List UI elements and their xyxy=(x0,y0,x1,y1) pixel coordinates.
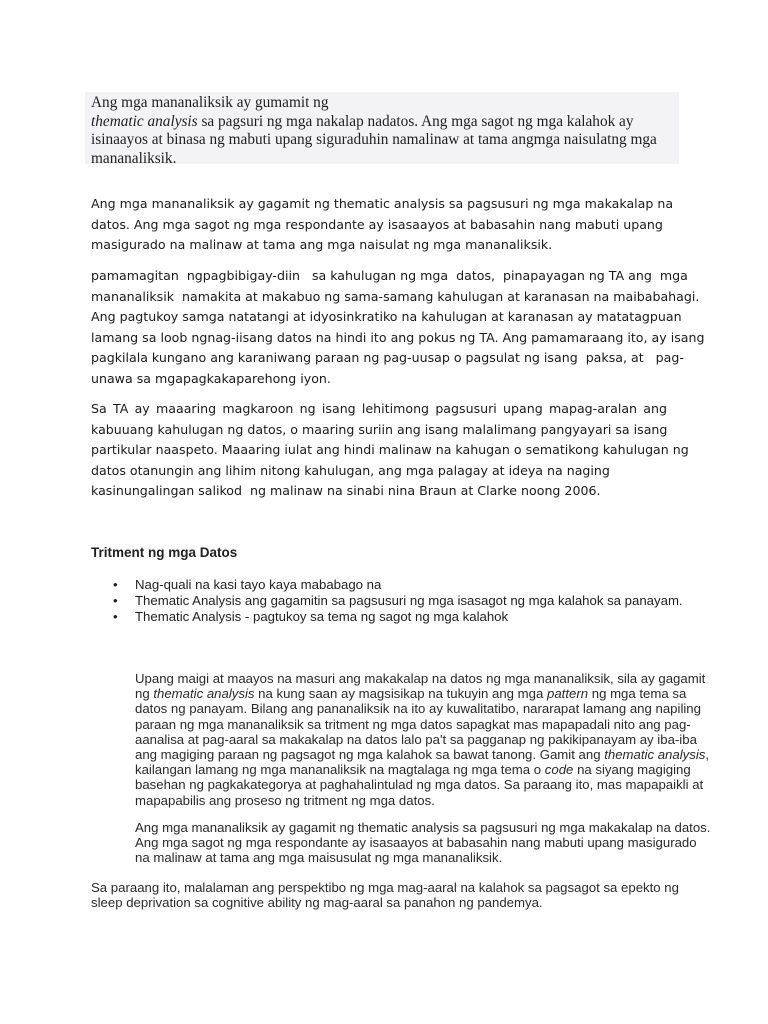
text-line: Sa TA ay maaaring magkaroon ng isang lehitimong pagsusuri upang mapag-aralan ang xyxy=(91,401,667,416)
text-line: datos. Ang mga sagot ng mga respondante ay isasaayos at babasahin nang mabuti upang xyxy=(91,216,663,232)
paragraph-4 xyxy=(135,671,709,808)
italic-term: pattern xyxy=(547,686,589,702)
text-line: pagkilala kungano ang karaniwang paraan ng pag-uusap o pagsulat ng isang paksa, at pag- xyxy=(91,350,684,366)
bullet-list xyxy=(113,577,683,625)
paragraph-2 xyxy=(91,266,704,390)
quote-line: Ang mga mananaliksik ay gumamit ng xyxy=(91,94,329,111)
text-line: basehan ng pagkakategorya at paghahalintulad ng mga datos. Sa paraang ito, mas mapapaikli at xyxy=(135,777,704,793)
text-line: datos ng panayam. Bilang ang pananaliksik na ito ay kuwalitatibo, nararapat lamang ang napiling xyxy=(135,701,701,717)
text-line: mapapabilis ang proseso ng tritment ng mga datos. xyxy=(135,792,435,808)
italic-term: thematic analysis xyxy=(91,112,198,130)
bullet-icon: • xyxy=(113,577,118,592)
text-line: ang magiging paraan ng pagsagot ng mga kalahok sa bawat tanong. Gamit ang thematic analysis, xyxy=(135,746,710,762)
text-line: kailangan lamang ng mga mananaliksik na magtalaga ng mga tema o code na siyang magiging xyxy=(135,762,691,778)
text-line: Upang maigi at maayos na masuri ang makakalap na datos ng mga mananaliksik, sila ay gagamit xyxy=(135,671,706,686)
bullet-icon: • xyxy=(113,609,118,624)
italic-term: thematic analysis xyxy=(604,746,706,762)
quote-line: isinaayos at binasa ng mabuti upang siguraduhin namalinaw at tama angmga naisulatng mga xyxy=(91,131,657,149)
quote-line: thematic analysis sa pagsuri ng mga nakalap nadatos. Ang mga sagot ng mga kalahok ay xyxy=(91,112,634,130)
text-line: Ang mga mananaliksik ay gagamit ng thematic analysis sa pagsusuri ng mga makakalap na datos. xyxy=(135,820,711,835)
text-line: datos otanungin ang lihim nitong kahulugan, ang mga palagay at ideya na naging xyxy=(91,462,610,478)
highlighted-quote-block xyxy=(85,92,679,167)
text-line: mananaliksik namakita at makabuo ng sama-samang kahulugan at karanasan na maibabahagi. xyxy=(91,288,700,304)
text-line: unawa sa mgapagkakaparehong iyon. xyxy=(91,370,331,386)
text-line: Ang mga mananaliksik ay gagamit ng thematic analysis sa pagsusuri ng mga makakalap na xyxy=(91,196,674,211)
italic-term: thematic analysis xyxy=(153,686,255,702)
text-line: partikular naaspeto. Maaaring iulat ang hindi malinaw na kahugan o sematikong kahulugan ng xyxy=(91,442,689,458)
section-heading: Tritment ng mga Datos xyxy=(91,545,238,560)
paragraph-1 xyxy=(91,194,673,256)
paragraph-5 xyxy=(135,820,710,866)
text-line: paraan ng mga mananaliksik sa tritment ng mga datos sapagkat mas mapapadali nito ang pag- xyxy=(135,716,691,732)
list-item: • Thematic Analysis - pagtukoy sa tema ng sagot ng mga kalahok xyxy=(113,609,509,624)
text-line: aanalisa at pag-aaral sa makakalap na datos lalo pa't sa pagganap ng pakikipanayam ay iba-iba xyxy=(135,731,697,747)
text-line: masigurado na malinaw at tama ang mga naisulat ng mga mananaliksik. xyxy=(91,237,553,253)
text-line: Ang mga sagot ng mga respondante ay isasaayos at babasahin nang mabuti upang masigurado xyxy=(135,835,697,851)
list-item: • Thematic Analysis ang gagamitin sa pagsusuri ng mga isasagot ng mga kalahok sa panayam. xyxy=(113,593,683,608)
list-item: • Nag-quali na kasi tayo kaya mababago na xyxy=(113,577,382,592)
bullet-icon: • xyxy=(113,593,118,608)
text-line: na malinaw at tama ang mga maisusulat ng mga mananaliksik. xyxy=(135,850,503,866)
text-line: kabuuang kahulugan ng datos, o maaring suriin ang isang malalimang pangyayari sa isang xyxy=(91,421,668,437)
text-line: lamang sa loob ngnag-iisang datos na hindi ito ang pokus ng TA. Ang pamamaraang ito, ay isang xyxy=(91,329,705,345)
italic-term: code xyxy=(544,762,574,778)
text-line: ng thematic analysis na kung saan ay magsisikap na tukuyin ang mga pattern ng mga tema sa xyxy=(135,686,687,702)
paragraph-3 xyxy=(91,399,689,502)
text-line: sleep deprivation sa cognitive ability ng mag-aaral sa panahon ng pandemya. xyxy=(91,895,543,911)
text-line: pamamagitan ngpagbibigay-diin sa kahulugan ng mga datos, pinapayagan ng TA ang mga xyxy=(91,268,688,283)
text-line: Ang pagtukoy samga natatangi at idyosinkratiko na kahulugan at karanasan ay matatagpuan xyxy=(91,309,682,325)
text-line: kasinungalingan salikod ng malinaw na sinabi nina Braun at Clarke noong 2006. xyxy=(91,483,601,499)
paragraph-6 xyxy=(91,880,679,910)
quote-line: mananaliksik. xyxy=(91,149,177,167)
text-line: Sa paraang ito, malalaman ang perspektibo ng mga mag-aaral na kalahok sa pagsagot sa epekto ng xyxy=(91,880,679,895)
